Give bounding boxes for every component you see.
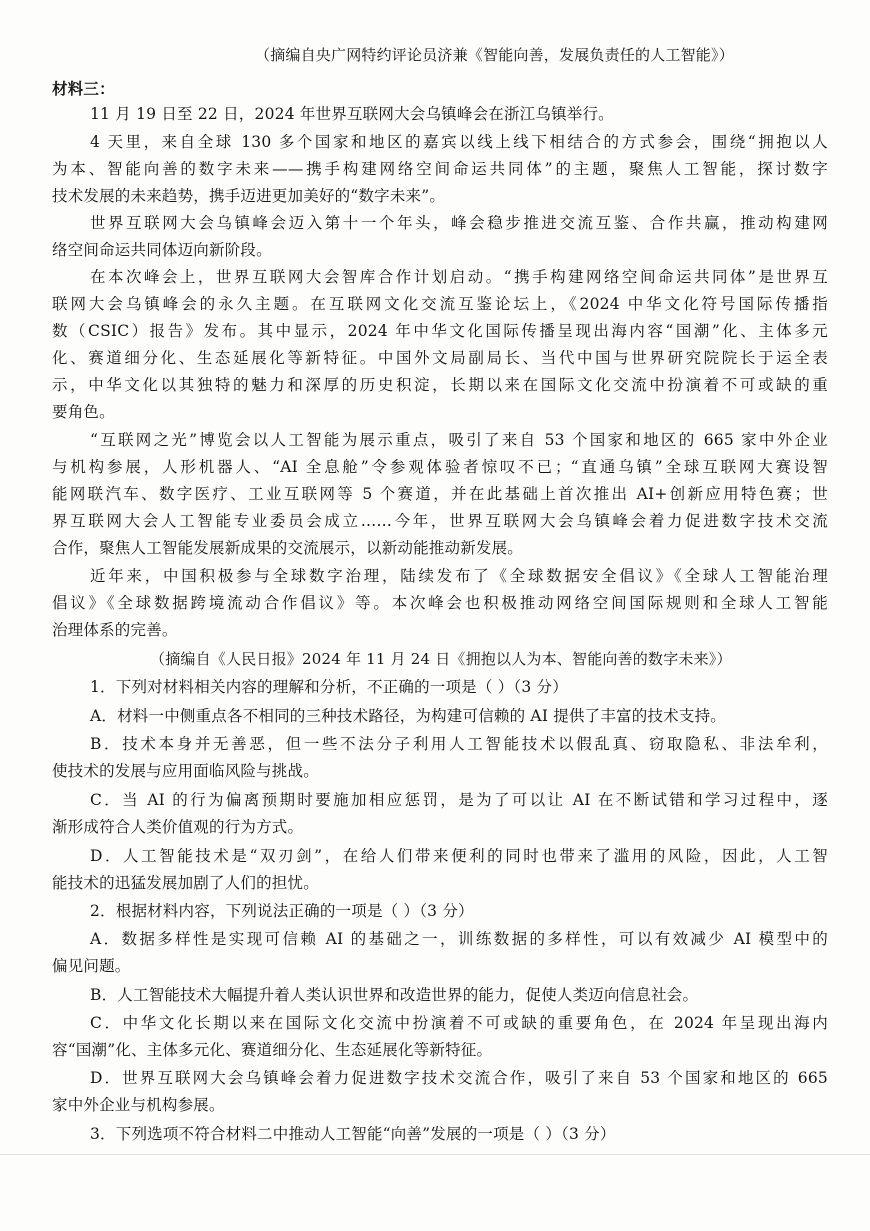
material3-line: 倡议》《全球数据跨境流动合作倡议》等。本次峰会也积极推动网络空间国际规则和全球人工智能 [52,594,828,612]
question-2-option-a-cont: 偏见问题。 [52,957,131,975]
material3-line: 11 月 19 日至 22 日，2024 年世界互联网大会乌镇峰会在浙江乌镇举行。 [90,105,614,123]
material3-line: 与机构参展，人形机器人、“AI 全息舱”令参观体验者惊叹不已；“直通乌镇”全球互联网大赛设智 [52,458,828,476]
question-2-option-c-cont: 容“国潮”化、主体多元化、赛道细分化、生态延展化等新特征。 [52,1041,493,1059]
question-2-option-b: B．人工智能技术大幅提升着人类认识世界和改造世界的能力，促使人类迈向信息社会。 [90,986,699,1004]
material3-line: 在本次峰会上，世界互联网大会智库合作计划启动。“携手构建网络空间命运共同体”是世界互 [90,268,828,286]
material3-source-citation: （摘编自《人民日报》2024 年 11 月 24 日《拥抱以人为本、智能向善的数字未来》） [150,650,732,668]
material3-line: 界互联网大会人工智能专业委员会成立……今年，世界互联网大会乌镇峰会着力促进数字技术交流 [52,512,828,530]
question-2-stem: 2．根据材料内容，下列说法正确的一项是（ ）（3 分） [90,902,474,920]
material3-line: 数（CSIC）报告》发布。其中显示，2024 年中华文化国际传播呈现出海内容“国潮”化、主体多元 [52,322,828,340]
question-2-option-c: C．中华文化长期以来在国际文化交流中扮演着不可或缺的重要角色，在 2024 年呈现出海内 [90,1014,828,1032]
material3-line: 为本、智能向善的数字未来——携手构建网络空间命运共同体”的主题，聚焦人工智能，探讨数字 [52,160,828,178]
material3-line: 能网联汽车、数字医疗、工业互联网等 5 个赛道，并在此基础上首次推出 AI+创新应用特色赛；世 [52,485,828,503]
material3-heading: 材料三： [52,79,115,98]
question-1-option-d: D．人工智能技术是“双刃剑”，在给人们带来便利的同时也带来了滥用的风险，因此，人工智 [90,847,828,865]
question-1-option-c-cont: 渐形成符合人类价值观的行为方式。 [52,818,304,836]
material3-line: 联网大会乌镇峰会的永久主题。在互联网文化交流互鉴论坛上，《2024 中华文化符号国际传播指 [52,295,828,313]
material3-line: 络空间命运共同体迈向新阶段。 [52,241,272,259]
question-1-option-b-cont: 使技术的发展与应用面临风险与挑战。 [52,762,319,780]
material3-line: 化、赛道细分化、生态延展化等新特征。中国外文局副局长、当代中国与世界研究院院长于运全表 [52,349,828,367]
material3-line: “互联网之光”博览会以人工智能为展示重点，吸引了来自 53 个国家和地区的 665 家中外企业 [90,431,828,449]
material3-line: 世界互联网大会乌镇峰会迈入第十一个年头，峰会稳步推进交流互鉴、合作共赢，推动构建网 [90,214,828,232]
page-bottom-divider [0,1154,870,1155]
question-1-stem: 1．下列对材料相关内容的理解和分析，不正确的一项是（ ）（3 分） [90,678,568,696]
question-2-option-d: D．世界互联网大会乌镇峰会着力促进数字技术交流合作，吸引了来自 53 个国家和地区的 665 [90,1069,828,1087]
material3-line: 近年来，中国积极参与全球数字治理，陆续发布了《全球数据安全倡议》《全球人工智能治理 [90,567,828,585]
material3-line: 要角色。 [52,403,115,421]
material3-line: 技术发展的未来趋势，携手迈进更加美好的“数字未来”。 [52,187,446,205]
question-1-option-a: A．材料一中侧重点各不相同的三种技术路径，为构建可信赖的 AI 提供了丰富的技术支持。 [90,707,726,725]
question-2-option-a: A．数据多样性是实现可信赖 AI 的基础之一，训练数据的多样性，可以有效减少 AI 模型中的 [90,930,828,948]
question-1-option-b: B．技术本身并无善恶，但一些不法分子利用人工智能技术以假乱真、窃取隐私、非法牟利， [90,735,828,753]
material3-line: 示，中华文化以其独特的魅力和深厚的历史积淀，长期以来在国际文化交流中扮演着不可或缺的重 [52,376,828,394]
material3-line: 4 天里，来自全球 130 多个国家和地区的嘉宾以线上线下相结合的方式参会，围绕“拥抱以人 [90,133,828,151]
material3-line: 合作，聚焦人工智能发展新成果的交流展示，以新动能推动新发展。 [52,539,524,557]
top-source-citation: （摘编自央广网特约评论员济兼《智能向善，发展负责任的人工智能》） [255,46,734,64]
material3-line: 治理体系的完善。 [52,621,178,639]
question-1-option-c: C．当 AI 的行为偏离预期时要施加相应惩罚，是为了可以让 AI 在不断试错和学习过程中，逐 [90,791,828,809]
question-2-option-d-cont: 家中外企业与机构参展。 [52,1096,225,1114]
question-1-option-d-cont: 能技术的迅猛发展加剧了人们的担忧。 [52,874,319,892]
question-3-stem: 3．下列选项不符合材料二中推动人工智能“向善”发展的一项是（ ）（3 分） [90,1125,616,1143]
